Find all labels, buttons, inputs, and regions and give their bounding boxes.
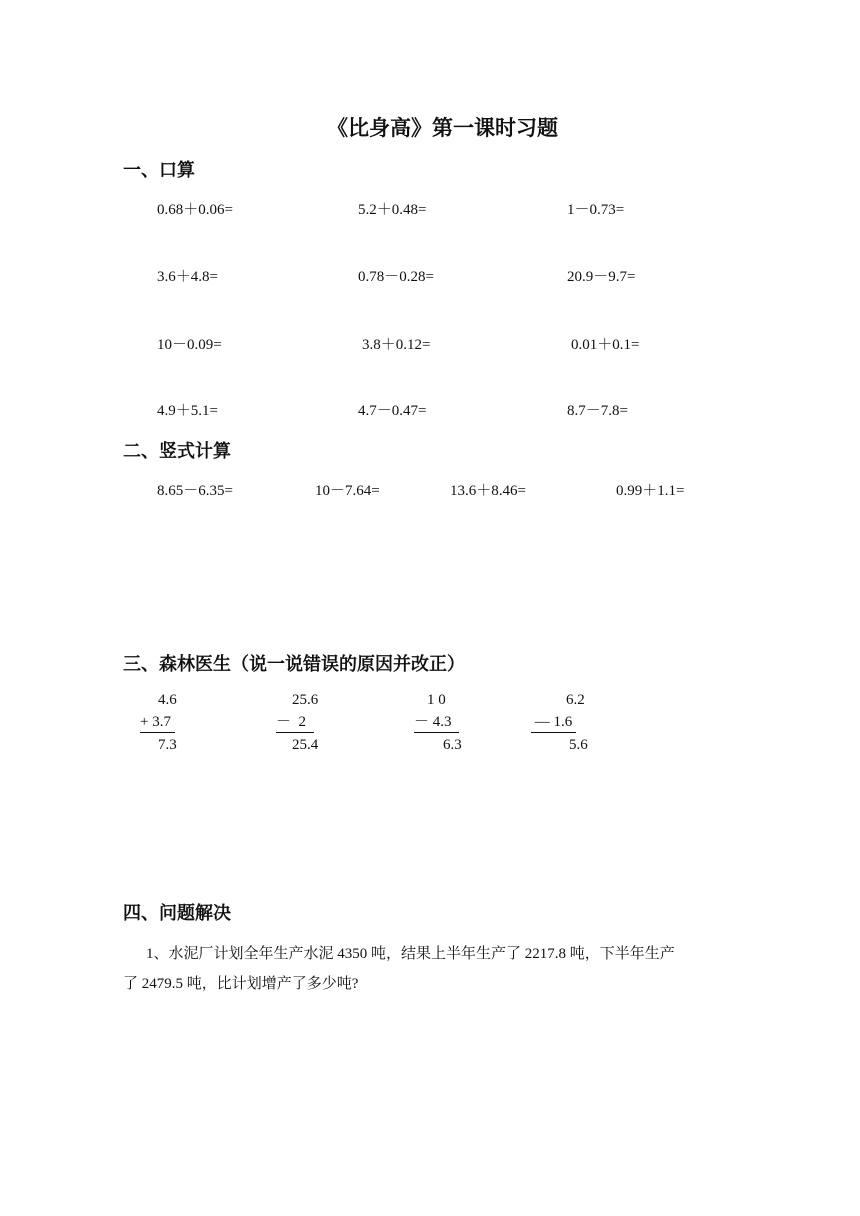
oral-item: 3.8＋0.12= [362,337,431,353]
doctor-top-operand: 4.6 [158,692,177,708]
oral-item: 4.7－0.47= [358,403,427,419]
section-heading-oral: 一、口算 [123,160,195,181]
word-problem-line: 1、水泥厂计划全年生产水泥 4350 吨，结果上半年生产了 2217.8 吨，下半年生产 [146,946,675,962]
oral-item: 20.9－9.7= [567,269,636,285]
doctor-result: 5.6 [569,737,588,753]
oral-item: 3.6＋4.8= [157,269,218,285]
oral-item: 0.01＋0.1= [571,337,640,353]
vertical-item: 0.99＋1.1= [616,483,685,499]
section-heading-doctor: 三、森林医生（说一说错误的原因并改正） [123,654,465,675]
oral-item: 0.68＋0.06= [157,202,233,218]
oral-item: 4.9＋5.1= [157,403,218,419]
doctor-result: 6.3 [443,737,462,753]
doctor-result: 25.4 [292,737,319,753]
oral-item: 0.78－0.28= [358,269,434,285]
section-heading-problem: 四、问题解决 [123,903,231,924]
oral-item: 5.2＋0.48= [358,202,427,218]
page-title: 《比身高》第一课时习题 [327,115,558,140]
doctor-operator-line: － 4.3 [414,715,459,733]
doctor-operator-line: － 2 [276,715,314,733]
word-problem-line: 了 2479.5 吨，比计划增产了多少吨? [123,976,359,992]
section-heading-vertical: 二、竖式计算 [123,441,231,462]
doctor-result: 7.3 [158,737,177,753]
doctor-operator-line: — 1.6 [531,715,576,733]
vertical-item: 13.6＋8.46= [450,483,526,499]
oral-item: 8.7－7.8= [567,403,628,419]
oral-item: 10－0.09= [157,337,222,353]
oral-item: 1－0.73= [567,202,625,218]
vertical-item: 8.65－6.35= [157,483,233,499]
vertical-item: 10－7.64= [315,483,380,499]
doctor-operator-line: + 3.7 [140,715,175,733]
doctor-top-operand: 6.2 [566,692,585,708]
doctor-top-operand: 1 0 [427,692,446,708]
doctor-top-operand: 25.6 [292,692,319,708]
